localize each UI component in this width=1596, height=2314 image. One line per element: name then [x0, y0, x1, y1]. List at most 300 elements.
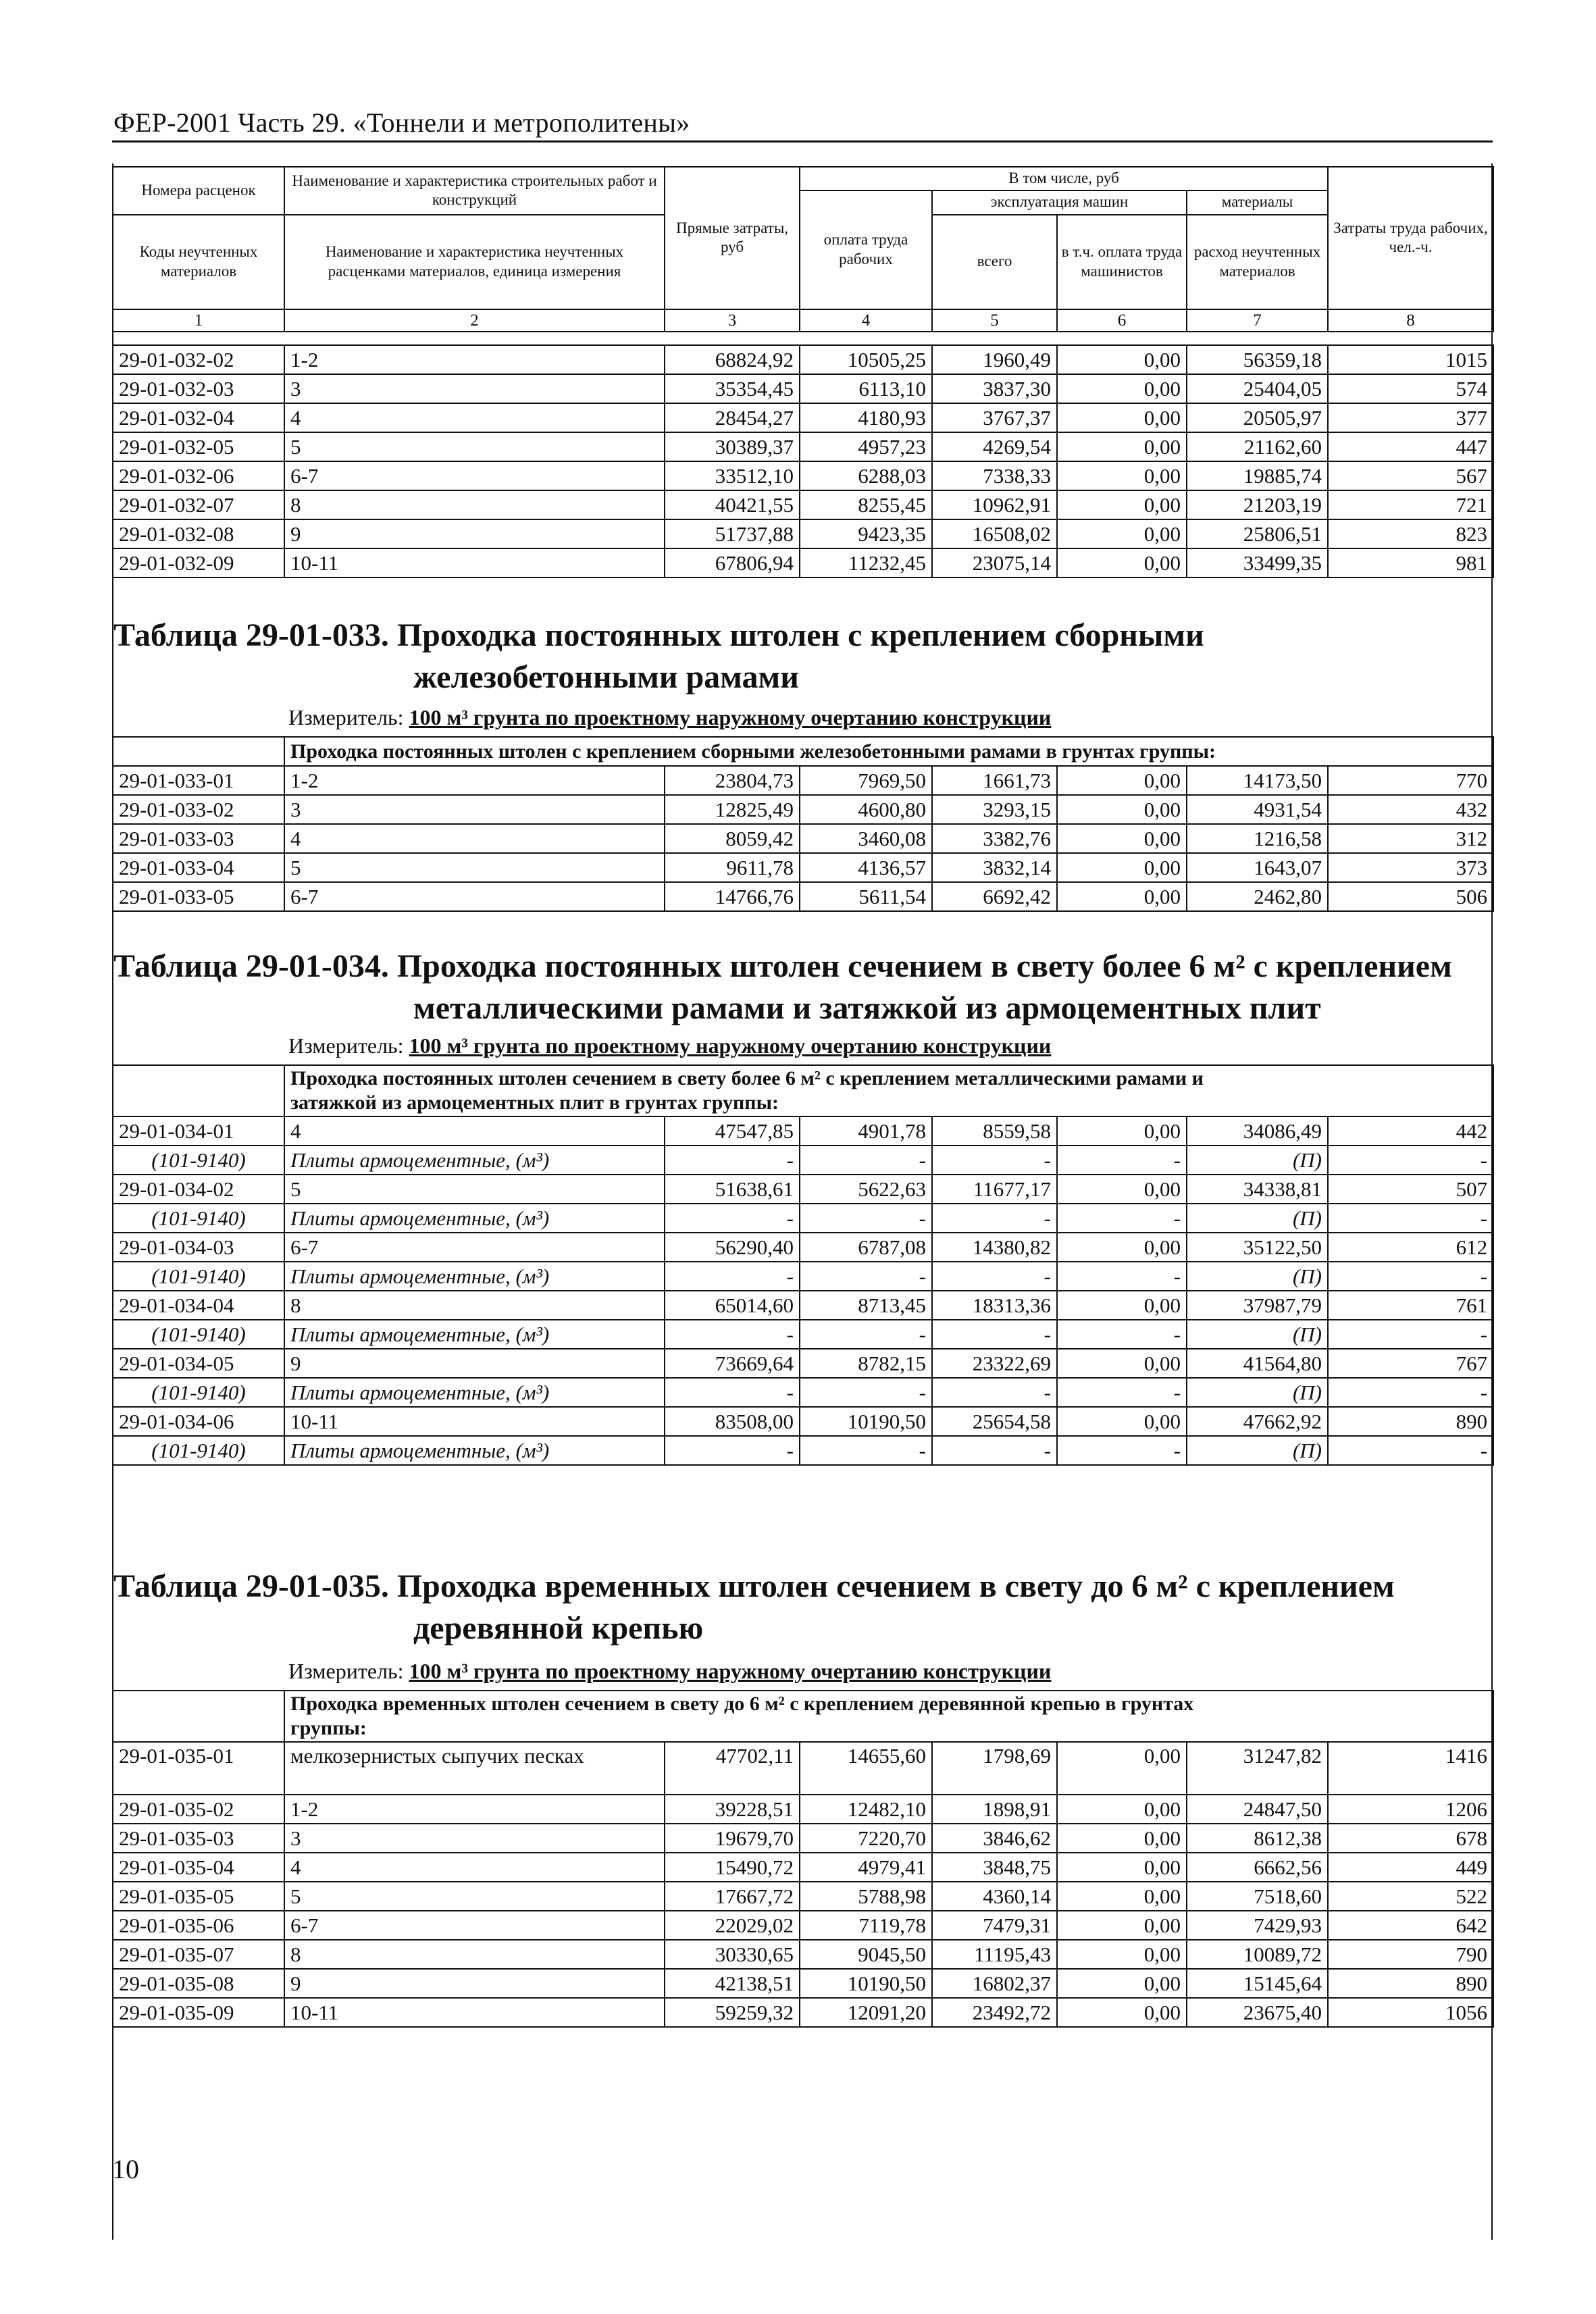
table-cell: мелкозернистых сыпучих песках	[284, 1742, 665, 1795]
table-cell: 981	[1328, 548, 1493, 577]
table-cell: 0,00	[1057, 1824, 1187, 1853]
table-cell: 29-01-035-04	[113, 1853, 284, 1882]
table-cell: 21162,60	[1187, 432, 1328, 461]
table-cell: 3848,75	[932, 1853, 1057, 1882]
table-034-measure-text: 100 м³ грунта по проектному наружному очертанию конструкции	[409, 1033, 1052, 1058]
table-cell: 0,00	[1057, 1291, 1187, 1320]
table-cell: 29-01-033-01	[113, 766, 284, 795]
table-cell: 29-01-032-02	[113, 345, 284, 374]
header-materials: материалы	[1187, 190, 1328, 215]
table-cell: -	[665, 1204, 800, 1233]
table-cell: -	[1328, 1146, 1493, 1175]
table-cell: 16508,02	[932, 519, 1057, 548]
table-033-title-line1: Таблица 29-01-033. Проходка постоянных штолен с креплением сборными	[113, 617, 1204, 653]
table-cell: 721	[1328, 490, 1493, 519]
table-cell: 34338,81	[1187, 1175, 1328, 1204]
table-cell: -	[932, 1146, 1057, 1175]
table-cell: 29-01-035-05	[113, 1882, 284, 1911]
table-cell: (П)	[1187, 1378, 1328, 1407]
table-row	[113, 1407, 1493, 1436]
table-row	[113, 882, 1493, 911]
table-cell: 35122,50	[1187, 1233, 1328, 1262]
table-cell: 11195,43	[932, 1940, 1057, 1969]
header-labor: Затраты труда рабочих, чел.-ч.	[1328, 167, 1493, 309]
table-cell: 8	[284, 1940, 665, 1969]
header-rate-numbers: Номера расценок	[113, 167, 284, 215]
table-cell: Плиты армоцементные, (м³)	[284, 1262, 665, 1291]
table-cell: 0,00	[1057, 1998, 1187, 2027]
table-cell: 29-01-035-01	[113, 1742, 284, 1795]
table-cell: 4136,57	[800, 853, 932, 882]
table-cell: 449	[1328, 1853, 1493, 1882]
table-cell: -	[1057, 1436, 1187, 1465]
header-machines-wages: в т.ч. оплата труда машинистов	[1057, 215, 1187, 309]
table-cell: -	[1057, 1204, 1187, 1233]
table-cell: 4979,41	[800, 1853, 932, 1882]
table-cell: 432	[1328, 795, 1493, 824]
table-cell: -	[800, 1204, 932, 1233]
table-034-body	[112, 1064, 1494, 1466]
table-row	[113, 1882, 1493, 1911]
table-cell: 0,00	[1057, 548, 1187, 577]
table-cell: 0,00	[1057, 490, 1187, 519]
table-cell: 14655,60	[800, 1742, 932, 1795]
table-cell: 1-2	[284, 345, 665, 374]
table-cell: 12482,10	[800, 1795, 932, 1824]
table-cell: 1216,58	[1187, 824, 1328, 853]
table-cell: 7119,78	[800, 1911, 932, 1940]
table-cell: 770	[1328, 766, 1493, 795]
table-cell: 30330,65	[665, 1940, 800, 1969]
table-cell: 19679,70	[665, 1824, 800, 1853]
table-cell: 42138,51	[665, 1969, 800, 1998]
table-cell: -	[665, 1262, 800, 1291]
table-cell: 20505,97	[1187, 403, 1328, 432]
table-cell: -	[932, 1378, 1057, 1407]
table-cell: 890	[1328, 1407, 1493, 1436]
table-cell: 4931,54	[1187, 795, 1328, 824]
table-cell: 1416	[1328, 1742, 1493, 1795]
table-cell: 0,00	[1057, 461, 1187, 490]
table-cell: 29-01-035-08	[113, 1969, 284, 1998]
table-035-body	[112, 1690, 1494, 2028]
table-cell: (П)	[1187, 1204, 1328, 1233]
table-cell: 10-11	[284, 548, 665, 577]
table-cell: Плиты армоцементные, (м³)	[284, 1146, 665, 1175]
table-cell: 506	[1328, 882, 1493, 911]
table-cell: 3460,08	[800, 824, 932, 853]
table-cell: 29-01-035-06	[113, 1911, 284, 1940]
table-035-title-line2: деревянной крепью	[413, 1610, 704, 1646]
column-number: 2	[284, 309, 665, 332]
table-cell: 4	[284, 1853, 665, 1882]
table-cell: 23075,14	[932, 548, 1057, 577]
table-row	[113, 1175, 1493, 1204]
table-cell: 3	[284, 374, 665, 403]
table-row	[113, 853, 1493, 882]
table-cell: 3	[284, 795, 665, 824]
table-cell: 0,00	[1057, 853, 1187, 882]
table-cell: 35354,45	[665, 374, 800, 403]
table-cell: 6-7	[284, 1911, 665, 1940]
table-cell: 41564,80	[1187, 1349, 1328, 1378]
table-cell: 1015	[1328, 345, 1493, 374]
table-cell: 0,00	[1057, 345, 1187, 374]
table-cell: 1798,69	[932, 1742, 1057, 1795]
table-cell: 31247,82	[1187, 1742, 1328, 1795]
table-cell: 29-01-034-01	[113, 1116, 284, 1146]
table-cell: 9	[284, 519, 665, 548]
group-heading-row	[113, 1691, 1493, 1742]
table-cell: 4269,54	[932, 432, 1057, 461]
table-row	[113, 519, 1493, 548]
table-033-title-line2: железобетонными рамами	[413, 659, 799, 695]
table-cell: (101-9140)	[113, 1436, 284, 1465]
table-cell: 56290,40	[665, 1233, 800, 1262]
table-cell: (П)	[1187, 1320, 1328, 1349]
table-cell: 18313,36	[932, 1291, 1057, 1320]
table-cell: 447	[1328, 432, 1493, 461]
table-cell: 25654,58	[932, 1407, 1057, 1436]
table-cell: 10-11	[284, 1407, 665, 1436]
table-cell: 23804,73	[665, 766, 800, 795]
table-cell: 10089,72	[1187, 1940, 1328, 1969]
table-cell: -	[1057, 1320, 1187, 1349]
table-cell: -	[1057, 1378, 1187, 1407]
table-cell: 0,00	[1057, 1407, 1187, 1436]
header-machines-total: всего	[932, 215, 1057, 309]
table-cell: (101-9140)	[113, 1320, 284, 1349]
table-cell: 0,00	[1057, 1116, 1187, 1146]
table-cell: -	[932, 1436, 1057, 1465]
table-cell: 19885,74	[1187, 461, 1328, 490]
table-cell: 29-01-033-05	[113, 882, 284, 911]
table-row	[113, 1998, 1493, 2027]
table-cell: 9611,78	[665, 853, 800, 882]
table-cell: 10-11	[284, 1998, 665, 2027]
table-cell: 40421,55	[665, 490, 800, 519]
material-row	[113, 1436, 1493, 1465]
table-cell: 33499,35	[1187, 548, 1328, 577]
table-cell: 0,00	[1057, 403, 1187, 432]
table-row	[113, 1349, 1493, 1378]
table-035-title-line1: Таблица 29-01-035. Проходка временных штолен сечением в свету до 6 м² с креплением	[113, 1568, 1395, 1604]
table-cell: 4180,93	[800, 403, 932, 432]
table-033-title	[113, 615, 1204, 698]
header-material-names: Наименование и характеристика неучтенных расценками материалов, единица измерения	[284, 215, 665, 309]
table-cell: Плиты армоцементные, (м³)	[284, 1204, 665, 1233]
table-cell: -	[932, 1320, 1057, 1349]
table-cell: 567	[1328, 461, 1493, 490]
table-cell: -	[665, 1320, 800, 1349]
table-cell: -	[932, 1262, 1057, 1291]
table-cell: 0,00	[1057, 1940, 1187, 1969]
table-cell: 8782,15	[800, 1349, 932, 1378]
table-row	[113, 461, 1493, 490]
table-cell: 8	[284, 1291, 665, 1320]
table-cell: 29-01-034-02	[113, 1175, 284, 1204]
table-cell: 612	[1328, 1233, 1493, 1262]
table-cell: 1-2	[284, 766, 665, 795]
table-cell: 4	[284, 824, 665, 853]
table-cell: 10962,91	[932, 490, 1057, 519]
table-cell: 29-01-033-02	[113, 795, 284, 824]
table-cell: -	[665, 1436, 800, 1465]
table-cell: 22029,02	[665, 1911, 800, 1940]
table-cell: -	[1057, 1262, 1187, 1291]
table-cell: -	[1328, 1436, 1493, 1465]
table-cell: 15490,72	[665, 1853, 800, 1882]
table-cell: 1898,91	[932, 1795, 1057, 1824]
table-cell: 7338,33	[932, 461, 1057, 490]
table-cell: 29-01-033-04	[113, 853, 284, 882]
table-cell: Плиты армоцементные, (м³)	[284, 1320, 665, 1349]
table-cell: 3293,15	[932, 795, 1057, 824]
table-cell: 7429,93	[1187, 1911, 1328, 1940]
table-033-body	[112, 736, 1494, 912]
table-cell: 4360,14	[932, 1882, 1057, 1911]
header-work-name: Наименование и характеристика строительных работ и конструкций	[284, 167, 665, 215]
table-cell: 678	[1328, 1824, 1493, 1853]
table-cell: 29-01-033-03	[113, 824, 284, 853]
table-cell: 25806,51	[1187, 519, 1328, 548]
table-cell: 47662,92	[1187, 1407, 1328, 1436]
table-cell: 6787,08	[800, 1233, 932, 1262]
table-cell: -	[665, 1378, 800, 1407]
group-heading-row	[113, 737, 1493, 766]
table-cell: 4600,80	[800, 795, 932, 824]
table-cell: 507	[1328, 1175, 1493, 1204]
table-row	[113, 548, 1493, 577]
table-cell: 373	[1328, 853, 1493, 882]
table-cell: 51737,88	[665, 519, 800, 548]
table-row	[113, 1742, 1493, 1795]
table-row	[113, 1940, 1493, 1969]
table-cell: 0,00	[1057, 795, 1187, 824]
table-cell: 6692,42	[932, 882, 1057, 911]
table-cell: 0,00	[1057, 1795, 1187, 1824]
table-cell: (101-9140)	[113, 1204, 284, 1233]
table-034-measure: Измеритель: 100 м³ грунта по проектному наружному очертанию конструкции	[288, 1033, 1052, 1058]
table-cell: -	[800, 1262, 932, 1291]
material-row	[113, 1146, 1493, 1175]
table-cell: 73669,64	[665, 1349, 800, 1378]
table-cell: -	[800, 1436, 932, 1465]
table-cell: 6113,10	[800, 374, 932, 403]
table-cell: 29-01-034-03	[113, 1233, 284, 1262]
table-cell: 1661,73	[932, 766, 1057, 795]
table-row	[113, 1233, 1493, 1262]
table-row	[113, 1116, 1493, 1146]
table-cell: 10190,50	[800, 1969, 932, 1998]
table-cell: 6-7	[284, 1233, 665, 1262]
table-cell: 14173,50	[1187, 766, 1328, 795]
table-cell: -	[1328, 1320, 1493, 1349]
table-row	[113, 432, 1493, 461]
table-cell: 29-01-032-05	[113, 432, 284, 461]
table-cell: 47547,85	[665, 1116, 800, 1146]
table-cell: Плиты армоцементные, (м³)	[284, 1378, 665, 1407]
header-machines: эксплуатация машин	[932, 190, 1187, 215]
table-cell: 29-01-032-08	[113, 519, 284, 548]
table-cell: (101-9140)	[113, 1378, 284, 1407]
table-cell: -	[932, 1204, 1057, 1233]
table-cell: 29-01-035-07	[113, 1940, 284, 1969]
table-cell: 23492,72	[932, 1998, 1057, 2027]
header-materials-unaccounted: расход неучтенных материалов	[1187, 215, 1328, 309]
table-row	[113, 766, 1493, 795]
table-row	[113, 824, 1493, 853]
table-row	[113, 1911, 1493, 1940]
table-cell: 3832,14	[932, 853, 1057, 882]
table-cell: 890	[1328, 1969, 1493, 1998]
table-row	[113, 1824, 1493, 1853]
table-cell: 0,00	[1057, 766, 1187, 795]
table-032-body	[112, 344, 1494, 578]
column-number: 3	[665, 309, 800, 332]
table-cell: 767	[1328, 1349, 1493, 1378]
table-cell: 23675,40	[1187, 1998, 1328, 2027]
table-row	[113, 374, 1493, 403]
table-cell: 823	[1328, 519, 1493, 548]
table-cell: 68824,92	[665, 345, 800, 374]
table-cell: 39228,51	[665, 1795, 800, 1824]
table-cell: 761	[1328, 1291, 1493, 1320]
table-cell: 47702,11	[665, 1742, 800, 1795]
table-cell: 9045,50	[800, 1940, 932, 1969]
table-cell: 574	[1328, 374, 1493, 403]
table-cell: 442	[1328, 1116, 1493, 1146]
table-cell: 29-01-032-07	[113, 490, 284, 519]
table-cell: 23322,69	[932, 1349, 1057, 1378]
table-cell: 4	[284, 1116, 665, 1146]
table-cell: 5	[284, 432, 665, 461]
table-cell: 0,00	[1057, 1882, 1187, 1911]
table-cell: -	[1057, 1146, 1187, 1175]
table-cell: 29-01-032-04	[113, 403, 284, 432]
table-cell: 3382,76	[932, 824, 1057, 853]
material-row	[113, 1262, 1493, 1291]
table-cell: 522	[1328, 1882, 1493, 1911]
table-row	[113, 345, 1493, 374]
table-cell: -	[1328, 1204, 1493, 1233]
table-cell: 0,00	[1057, 519, 1187, 548]
table-cell: 9	[284, 1969, 665, 1998]
table-cell: 0,00	[1057, 1175, 1187, 1204]
table-cell: 312	[1328, 824, 1493, 853]
table-cell: 14766,76	[665, 882, 800, 911]
table-cell: 14380,82	[932, 1233, 1057, 1262]
table-cell: 10505,25	[800, 345, 932, 374]
table-cell: 377	[1328, 403, 1493, 432]
table-cell: 5	[284, 853, 665, 882]
table-cell: 6662,56	[1187, 1853, 1328, 1882]
table-row	[113, 1969, 1493, 1998]
table-cell: 0,00	[1057, 1742, 1187, 1795]
table-cell: -	[1328, 1262, 1493, 1291]
group-heading: Проходка временных штолен сечением в свету до 6 м² с креплением деревянной крепью в грунтах группы:	[284, 1691, 1493, 1742]
group-heading: Проходка постоянных штолен с креплением сборными железобетонными рамами в грунтах группы:	[284, 737, 1493, 766]
table-cell: 29-01-032-09	[113, 548, 284, 577]
table-cell: 10190,50	[800, 1407, 932, 1436]
table-cell: 4901,78	[800, 1116, 932, 1146]
column-number: 4	[800, 309, 932, 332]
table-cell: (101-9140)	[113, 1262, 284, 1291]
table-cell: 33512,10	[665, 461, 800, 490]
table-cell: (101-9140)	[113, 1146, 284, 1175]
table-cell: 17667,72	[665, 1882, 800, 1911]
table-row	[113, 490, 1493, 519]
table-cell: 7518,60	[1187, 1882, 1328, 1911]
table-cell: 1960,49	[932, 345, 1057, 374]
table-cell: 0,00	[1057, 1233, 1187, 1262]
table-cell: 29-01-032-03	[113, 374, 284, 403]
table-cell: 0,00	[1057, 1969, 1187, 1998]
table-cell: 25404,05	[1187, 374, 1328, 403]
table-cell: -	[800, 1320, 932, 1349]
table-cell: 3	[284, 1824, 665, 1853]
table-cell: 29-01-035-02	[113, 1795, 284, 1824]
table-cell: 0,00	[1057, 1911, 1187, 1940]
table-row	[113, 1795, 1493, 1824]
table-cell: 5	[284, 1175, 665, 1204]
table-cell: 4	[284, 403, 665, 432]
table-row	[113, 1291, 1493, 1320]
table-cell: 5622,63	[800, 1175, 932, 1204]
table-033-measure: Измеритель: 100 м³ грунта по проектному наружному очертанию конструкции	[288, 705, 1052, 729]
material-row	[113, 1378, 1493, 1407]
column-number: 6	[1057, 309, 1187, 332]
table-row	[113, 403, 1493, 432]
table-cell: 15145,64	[1187, 1969, 1328, 1998]
table-cell: 16802,37	[932, 1969, 1057, 1998]
table-cell: 29-01-034-06	[113, 1407, 284, 1436]
table-034-title-line2: металлическими рамами и затяжкой из армоцементных плит	[413, 990, 1321, 1026]
column-number: 1	[113, 309, 284, 332]
table-cell: 29-01-034-05	[113, 1349, 284, 1378]
table-cell: 8559,58	[932, 1116, 1057, 1146]
table-cell: 9	[284, 1349, 665, 1378]
table-cell: 0,00	[1057, 432, 1187, 461]
table-cell: (П)	[1187, 1436, 1328, 1465]
header-direct-costs: Прямые затраты, руб	[665, 167, 800, 309]
table-cell: 1056	[1328, 1998, 1493, 2027]
table-cell: -	[1328, 1378, 1493, 1407]
header-including: В том числе, руб	[800, 167, 1328, 190]
table-cell: 1643,07	[1187, 853, 1328, 882]
table-cell: 37987,79	[1187, 1291, 1328, 1320]
material-row	[113, 1320, 1493, 1349]
table-cell: 67806,94	[665, 548, 800, 577]
table-cell: (П)	[1187, 1146, 1328, 1175]
header-material-codes: Коды неучтенных материалов	[113, 215, 284, 309]
table-cell: 790	[1328, 1940, 1493, 1969]
table-cell: 12091,20	[800, 1998, 932, 2027]
table-cell: 1206	[1328, 1795, 1493, 1824]
table-cell: 642	[1328, 1911, 1493, 1940]
table-cell: 7220,70	[800, 1824, 932, 1853]
table-cell: 6288,03	[800, 461, 932, 490]
table-cell: 2462,80	[1187, 882, 1328, 911]
table-cell: 7969,50	[800, 766, 932, 795]
table-cell: 8	[284, 490, 665, 519]
table-cell: 0,00	[1057, 824, 1187, 853]
table-cell: 0,00	[1057, 1349, 1187, 1378]
table-cell: 7479,31	[932, 1911, 1057, 1940]
group-heading-row	[113, 1065, 1493, 1116]
table-cell: 5	[284, 1882, 665, 1911]
table-034-title	[113, 946, 1452, 1029]
